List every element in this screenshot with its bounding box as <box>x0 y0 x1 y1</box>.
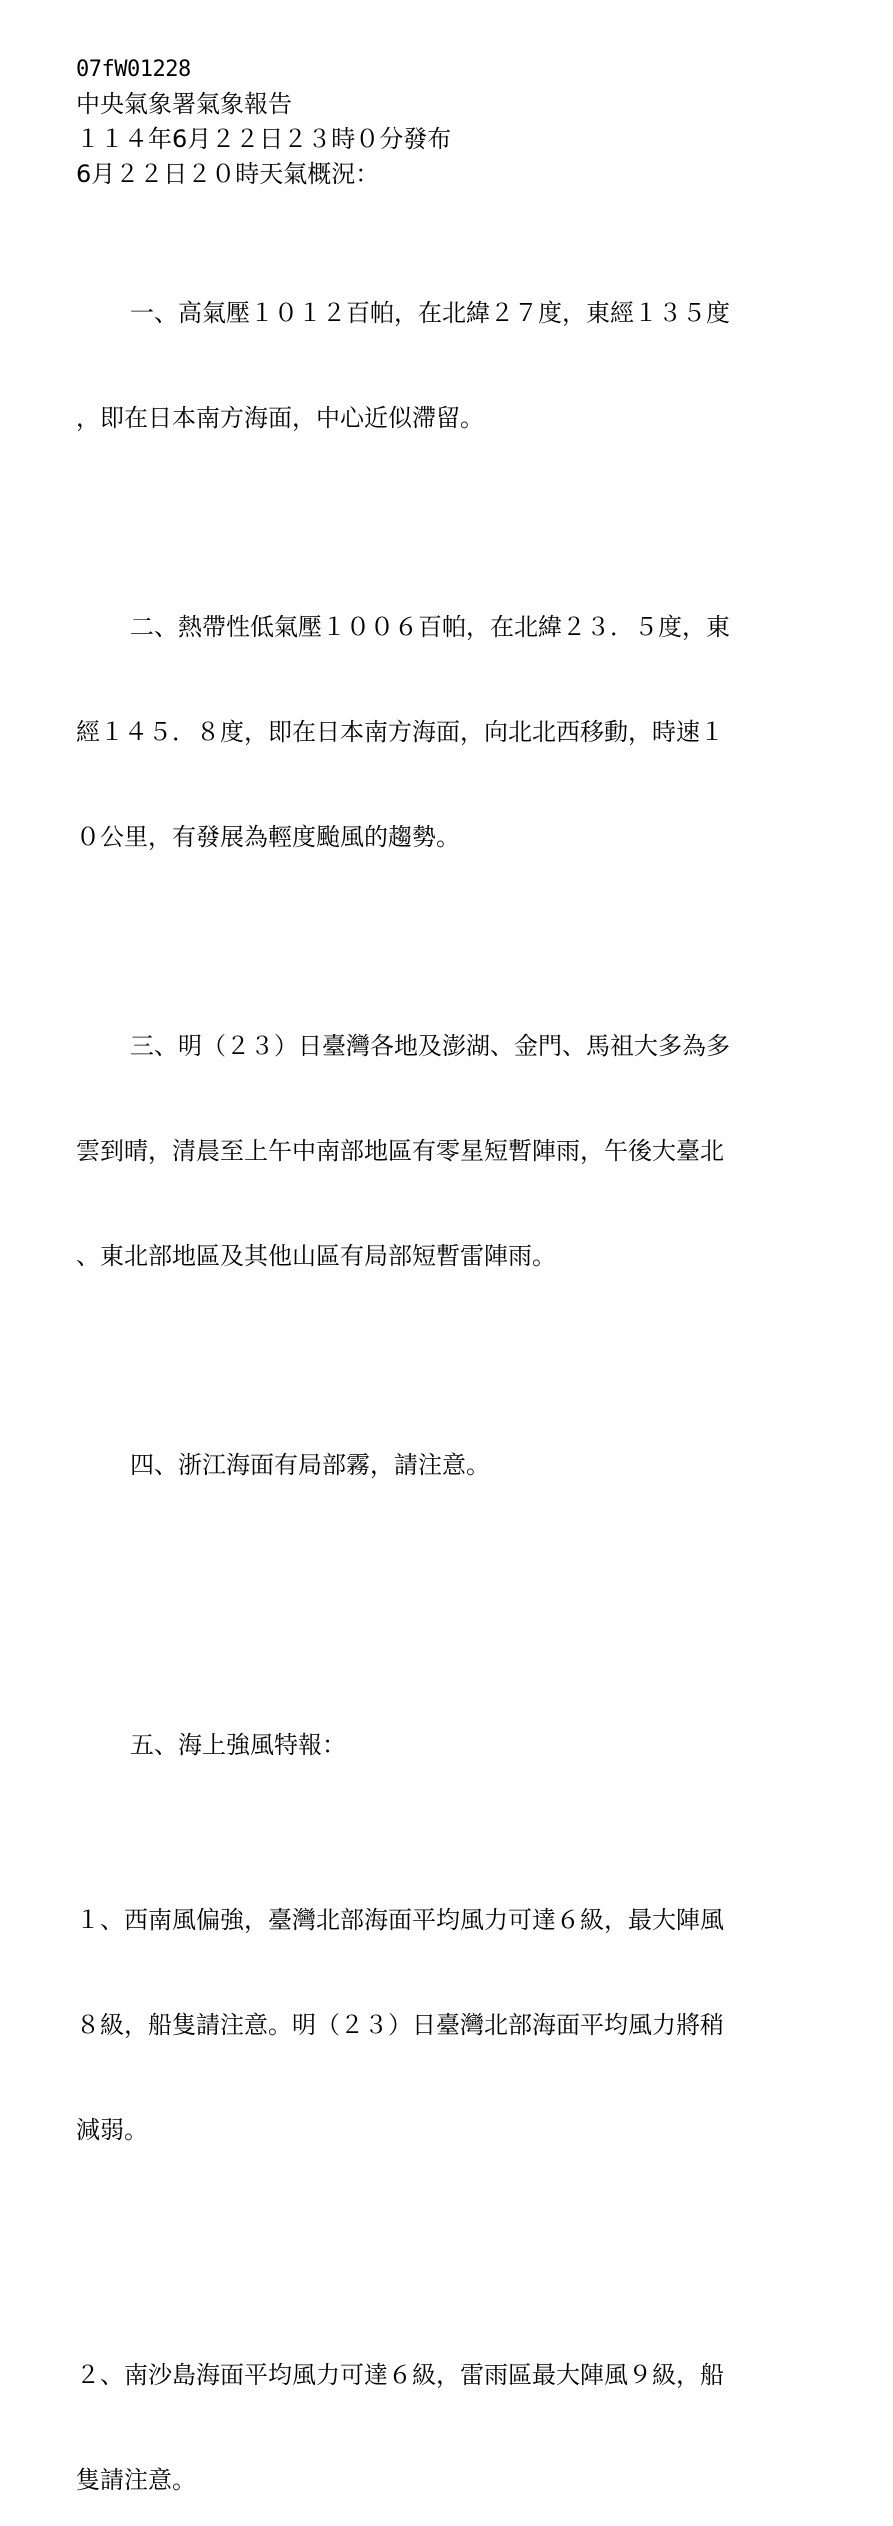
section-line: ０公里，有發展為輕度颱風的趨勢。 <box>76 823 460 851</box>
spacer <box>76 1344 816 1378</box>
section-4-fog <box>76 1378 816 1553</box>
spacer <box>76 192 816 226</box>
section-line: ２、南沙島海面平均風力可達６級，雷雨區最大陣風９級，船 <box>76 2361 724 2389</box>
section-line: 五、海上強風特報： <box>130 1731 346 1759</box>
section-line: 隻請注意。 <box>76 2466 196 2494</box>
section-3-taiwan-forecast <box>76 959 816 1344</box>
spacer <box>76 1553 816 1658</box>
section-2-tropical-depression <box>76 540 816 925</box>
section-line: ８級，船隻請注意。明（２３）日臺灣北部海面平均風力將稍 <box>76 2011 724 2039</box>
section-line: 一、高氣壓１０１２百帕，在北緯２７度，東經１３５度 <box>130 299 730 327</box>
section-5-strong-wind <box>76 1658 816 2526</box>
spacer <box>76 506 816 540</box>
section-line: ，即在日本南方海面，中心近似滯留。 <box>76 404 484 432</box>
agency-title: 中央氣象署氣象報告 <box>76 90 292 118</box>
weather-report-document <box>76 52 816 2526</box>
section-line: 四、浙江海面有局部霧，請注意。 <box>130 1451 490 1479</box>
section-line: １、西南風偏強，臺灣北部海面平均風力可達６級，最大陣風 <box>76 1906 724 1934</box>
section-line: 、東北部地區及其他山區有局部短暫雷陣雨。 <box>76 1242 556 1270</box>
section-line: 經１４５．８度，即在日本南方海面，向北北西移動，時速１ <box>76 718 724 746</box>
issue-time: １１４年6月２２日２３時０分發布 <box>76 125 452 153</box>
section-line: 減弱。 <box>76 2116 148 2144</box>
section-1-high-pressure <box>76 226 816 506</box>
section-line: 雲到晴，清晨至上午中南部地區有零星短暫陣雨，午後大臺北 <box>76 1137 724 1165</box>
wind-item-1 <box>76 1833 816 2218</box>
document-id: 07fW01228 <box>76 57 191 82</box>
wind-item-2 <box>76 2288 816 2526</box>
spacer <box>76 925 816 959</box>
section-line: 二、熱帶性低氣壓１００６百帕，在北緯２３．５度，東 <box>130 613 730 641</box>
section-line: 三、明（２３）日臺灣各地及澎湖、金門、馬祖大多為多 <box>130 1032 730 1060</box>
overview-title: 6月２２日２０時天氣概況： <box>76 160 380 188</box>
